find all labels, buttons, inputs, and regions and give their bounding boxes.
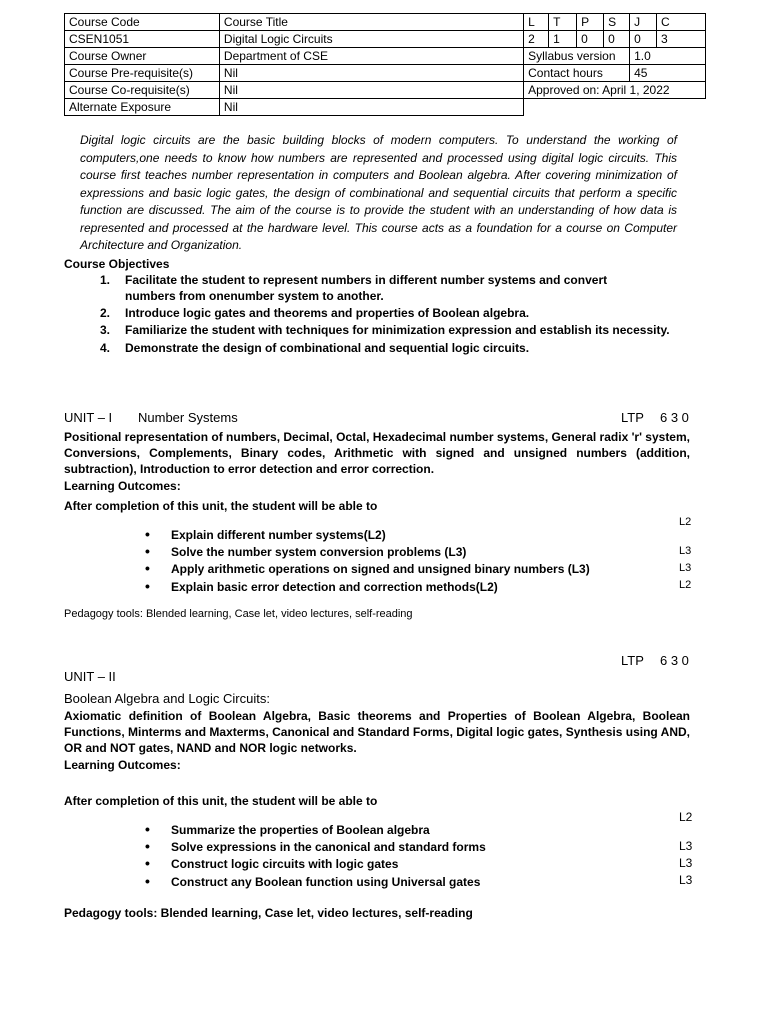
table-cell: T xyxy=(549,14,577,31)
unit-title: Number Systems xyxy=(138,410,238,425)
pedagogy-tools: Pedagogy tools: Blended learning, Case let, video lectures, self-reading xyxy=(64,608,413,620)
course-info-table xyxy=(64,13,706,116)
table-cell: J xyxy=(630,14,657,31)
table-cell: Course Code xyxy=(65,14,220,31)
table-cell: 0 xyxy=(604,31,630,48)
unit-content: Axiomatic definition of Boolean Algebra, Basic theorems and Properties of Boolean Algebra, Boolean Functions, Minterms and Maxterms, Canonical and Standard Forms, Digital logic gates, Synthesis using AND, OR and NOT gates, NAND and NOR logic networks. xyxy=(64,709,690,755)
outcome-level: L3 xyxy=(679,856,693,870)
course-description: Digital logic circuits are the basic building blocks of modern computers. To understand the working of computers,one needs to know how numbers are represented and processed using digital logic circuits. This course first teaches number representation in computers and Boolean algebra. After covering minimization of expressions and basic logic gates, the design of combinational and sequential circuits that perform a specific function are discussed. The aim of the course is to provide the student with an understanding of how data is represented and processed at the hardware level. This course acts as a foundation for a course on Computer Architecture and Organization. xyxy=(80,133,677,252)
table-row xyxy=(65,14,706,31)
table-cell: Course Owner xyxy=(65,48,220,65)
table-cell: Nil xyxy=(219,99,523,116)
pedagogy-tools: Pedagogy tools: Blended learning, Case let, video lectures, self-reading xyxy=(64,906,473,920)
table-cell: CSEN1051 xyxy=(65,31,220,48)
outcome-text: Solve the number system conversion problems (L3) xyxy=(171,545,467,559)
table-row xyxy=(65,82,706,99)
bullet-icon: • xyxy=(145,838,150,854)
objective-text: Facilitate the student to represent numbers in different number systems and convert xyxy=(125,273,608,287)
table-cell: Course Co-requisite(s) xyxy=(65,82,220,99)
objective-text: Introduce logic gates and theorems and properties of Boolean algebra. xyxy=(125,306,530,320)
learning-outcomes-heading: Learning Outcomes: xyxy=(64,758,181,772)
objective-number: 4. xyxy=(100,341,111,355)
bullet-icon: • xyxy=(145,578,150,594)
learning-outcomes-heading: Learning Outcomes: xyxy=(64,479,181,493)
outcome-text: Apply arithmetic operations on signed and unsigned binary numbers (L3) xyxy=(171,562,590,576)
objective-number: 3. xyxy=(100,323,111,337)
bullet-icon: • xyxy=(145,560,150,576)
objectives-heading: Course Objectives xyxy=(64,257,170,271)
outcome-text: Summarize the properties of Boolean algebra xyxy=(171,823,430,837)
ltp-value: 6 3 0 xyxy=(660,653,689,668)
outcome-text: Construct any Boolean function using Universal gates xyxy=(171,875,481,889)
completion-statement: After completion of this unit, the student will be able to xyxy=(64,794,378,808)
table-cell-empty xyxy=(524,99,706,116)
table-cell: L xyxy=(524,14,549,31)
table-cell: S xyxy=(604,14,630,31)
table-cell: Digital Logic Circuits xyxy=(219,31,523,48)
bullet-icon: • xyxy=(145,821,150,837)
unit-label: UNIT – I xyxy=(64,410,113,425)
table-cell: Approved on: April 1, 2022 xyxy=(524,82,706,99)
table-cell: 45 xyxy=(630,65,706,82)
table-row xyxy=(65,48,706,65)
bullet-icon: • xyxy=(145,855,150,871)
ltp-label: LTP xyxy=(621,653,644,668)
bullet-icon: • xyxy=(145,526,150,542)
outcome-level: L3 xyxy=(679,562,692,574)
outcome-level: L2 xyxy=(679,810,693,824)
table-cell: Course Title xyxy=(219,14,523,31)
table-cell: Alternate Exposure xyxy=(65,99,220,116)
outcome-level: L2 xyxy=(679,579,692,591)
objective-text: Familiarize the student with techniques for minimization expression and establish its necessity. xyxy=(125,323,670,337)
table-row xyxy=(65,31,706,48)
completion-statement: After completion of this unit, the student will be able to xyxy=(64,499,378,513)
table-cell: Course Pre-requisite(s) xyxy=(65,65,220,82)
table-cell: 0 xyxy=(577,31,604,48)
objective-text: Demonstrate the design of combinational and sequential logic circuits. xyxy=(125,341,530,355)
table-row xyxy=(65,65,706,82)
unit-content: Positional representation of numbers, Decimal, Octal, Hexadecimal number systems, General radix 'r' system, Conversions, Complements, Binary codes, Arithmetic with signed and unsigned numbers (addition, subtraction), Introduction to error detection and error correction. xyxy=(64,430,690,476)
outcome-level: L3 xyxy=(679,873,693,887)
table-cell: 2 xyxy=(524,31,549,48)
table-cell: Nil xyxy=(219,82,523,99)
objective-number: 1. xyxy=(100,273,111,287)
outcome-text: Solve expressions in the canonical and standard forms xyxy=(171,840,486,854)
outcome-text: Explain different number systems(L2) xyxy=(171,528,386,542)
outcome-level: L3 xyxy=(679,545,692,557)
table-row xyxy=(65,99,706,116)
table-cell: Contact hours xyxy=(524,65,630,82)
table-cell: 1 xyxy=(549,31,577,48)
unit-label: UNIT – II xyxy=(64,669,116,684)
outcome-text: Construct logic circuits with logic gates xyxy=(171,857,399,871)
objective-number: 2. xyxy=(100,306,111,320)
outcome-text: Explain basic error detection and correction methods(L2) xyxy=(171,580,498,594)
table-cell: 0 xyxy=(630,31,657,48)
unit-title: Boolean Algebra and Logic Circuits: xyxy=(64,691,270,706)
outcome-level: L2 xyxy=(679,516,692,528)
bullet-icon: • xyxy=(145,873,150,889)
table-cell: 1.0 xyxy=(630,48,706,65)
table-cell: Nil xyxy=(219,65,523,82)
ltp-label: LTP xyxy=(621,410,644,425)
table-cell: C xyxy=(657,14,706,31)
outcome-level: L3 xyxy=(679,839,693,853)
objective-text: numbers from onenumber system to another. xyxy=(125,289,384,303)
bullet-icon: • xyxy=(145,543,150,559)
table-cell: P xyxy=(577,14,604,31)
table-cell: Department of CSE xyxy=(219,48,523,65)
table-cell: Syllabus version xyxy=(524,48,630,65)
ltp-value: 6 3 0 xyxy=(660,410,689,425)
table-cell: 3 xyxy=(657,31,706,48)
